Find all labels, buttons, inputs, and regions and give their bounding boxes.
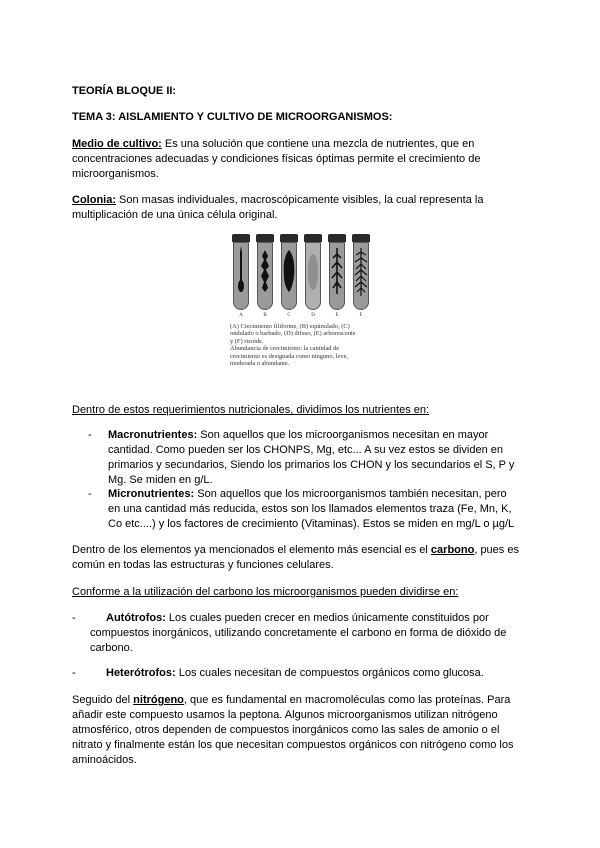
colonia-paragraph: [72, 193, 532, 223]
tube-b: [256, 234, 274, 312]
macro-line: Son aquellos que los microorganismos necesitan en mayor: [197, 429, 489, 441]
diffuse-growth-icon: [304, 242, 322, 310]
medio-line-2: concentraciones adecuadas y condiciones físicas óptimas permite el crecimiento de: [72, 153, 481, 165]
carbono-heading: Conforme a la utilización del carbono los microorganismos pueden dividirse en:: [72, 586, 459, 598]
nitrogeno-text: Seguido del: [72, 694, 134, 706]
dash-bullet: -: [72, 667, 76, 679]
micro-line: en una cantidad más reducida, estos son los llamados elementos traza (Fe, Mn, K,: [108, 503, 512, 515]
section-title: TEMA 3: AISLAMIENTO Y CULTIVO DE MICROORGANISMOS:: [72, 111, 393, 123]
rhizoid-growth-icon: [352, 242, 370, 310]
requerimientos-heading: Dentro de estos requerimientos nutricionales, dividimos los nutrientes en:: [72, 404, 430, 416]
carbono-text: , pues es: [474, 544, 519, 556]
figure-caption: [230, 323, 380, 367]
tube-a: [232, 234, 250, 312]
nitrogeno-line: nitrato y finalmente están los que necesitan compuestos orgánicos con nitrógeno como los: [72, 739, 514, 751]
tube-label-c: C: [287, 313, 291, 318]
tube-c: [280, 234, 298, 312]
nitrogeno-text: , que es fundamental en macromoléculas como las proteínas. Para: [183, 694, 511, 706]
micro-line: Son aquellos que los microorganismos también necesitan, pero: [194, 488, 507, 500]
dash-bullet: -: [72, 612, 76, 624]
autotrofos-line: carbono.: [90, 642, 133, 654]
echinulate-growth-icon: [256, 242, 274, 310]
micro-line: Co etc....) y los factores de crecimiento (Vitaminas). Estos se miden en mg/L o µg/L: [108, 518, 515, 530]
tube-label-e: E: [335, 313, 339, 318]
nitrogeno-line: atmosférico, otros dependen de compuestos inorgánicos como las sales de amonio o el: [72, 724, 500, 736]
nitrogeno-term: nitrógeno: [133, 694, 184, 706]
autotrofos-item: [72, 611, 542, 656]
medio-cultivo-term: Medio de cultivo:: [72, 138, 162, 150]
dash-bullet: -: [88, 429, 92, 441]
nitrogeno-line: aminoácidos.: [72, 754, 137, 766]
culture-tubes-figure: [230, 234, 376, 320]
filiform-growth-icon: [232, 242, 250, 310]
nitrogeno-line: añadir este compuesto usamos la peptona. Algunos microorganismos utilizan nitrógeno: [72, 709, 498, 721]
micronutrientes-item: [88, 487, 538, 532]
heterotrofos-term: Heterótrofos:: [106, 667, 176, 679]
carbono-line-2: común en todas las estructuras y funciones celulares.: [72, 559, 334, 571]
macronutrientes-term: Macronutrientes:: [108, 429, 198, 441]
carbono-paragraph: [72, 543, 532, 573]
tube-label-d: D: [311, 313, 315, 318]
caption-line: (A) Crecimiento filiforme, (B) equinulado, (C): [230, 323, 350, 330]
carbono-term: carbono: [430, 544, 475, 556]
medio-line-3: microorganismos.: [72, 168, 159, 180]
caption-line: ondulado o barbado, (D) difuso, (E) arborescente: [230, 330, 356, 338]
autotrofos-term: Autótrofos:: [106, 612, 166, 624]
arborescent-growth-icon: [328, 242, 346, 310]
dash-bullet: -: [88, 488, 92, 500]
macronutrientes-item: [88, 428, 538, 488]
caption-line: moderada o abundante.: [230, 360, 290, 368]
heterotrofos-item: [72, 666, 542, 681]
nitrogeno-paragraph: [72, 693, 542, 768]
beaded-growth-icon: [280, 242, 298, 310]
colonia-line-1: Son masas individuales, macroscópicamente visibles, la cual representa la: [116, 194, 484, 206]
colonia-term: Colonia:: [72, 194, 116, 206]
tube-f: [352, 234, 370, 312]
macro-line: primarios y secundarios, Siendo los primarios los CHON y los secundarios el S, P y: [108, 459, 515, 471]
caption-line: Abundancia de crecimiento: la cantidad de: [230, 345, 340, 353]
heterotrofos-text: Los cuales necesitan de compuestos orgánicos como glucosa.: [175, 667, 484, 679]
autotrofos-line: Los cuales pueden crecer en medios únicamente constituidos por: [165, 612, 489, 624]
macro-line: cantidad. Como pueden ser los CHONPS, Mg, etc... A su vez estos se dividen en: [108, 444, 503, 456]
tube-d: [304, 234, 322, 312]
medio-line-1: Es una solución que contiene una mezcla de nutrientes, que en: [161, 138, 475, 150]
caption-line: crecimiento es designada como ninguno, leve,: [230, 352, 349, 360]
caption-line: y (F) rizoide.: [230, 337, 264, 345]
page-title: TEORÍA BLOQUE II:: [72, 85, 177, 97]
medio-cultivo-paragraph: [72, 137, 532, 182]
autotrofos-line: compuestos inorgánicos, utilizando concretamente el carbono en forma de dióxido de: [90, 627, 507, 639]
macro-line: Mg. Se miden en g/L.: [108, 474, 213, 486]
tube-label-b: B: [263, 313, 267, 318]
carbono-text: Dentro de los elementos ya mencionados el elemento más esencial es el: [72, 544, 431, 556]
tube-label-a: A: [239, 313, 243, 318]
colonia-line-2: multiplicación de una única célula original.: [72, 209, 278, 221]
tube-label-f: F: [359, 313, 363, 318]
tube-e: [328, 234, 346, 312]
micronutrientes-term: Micronutrientes:: [108, 488, 195, 500]
